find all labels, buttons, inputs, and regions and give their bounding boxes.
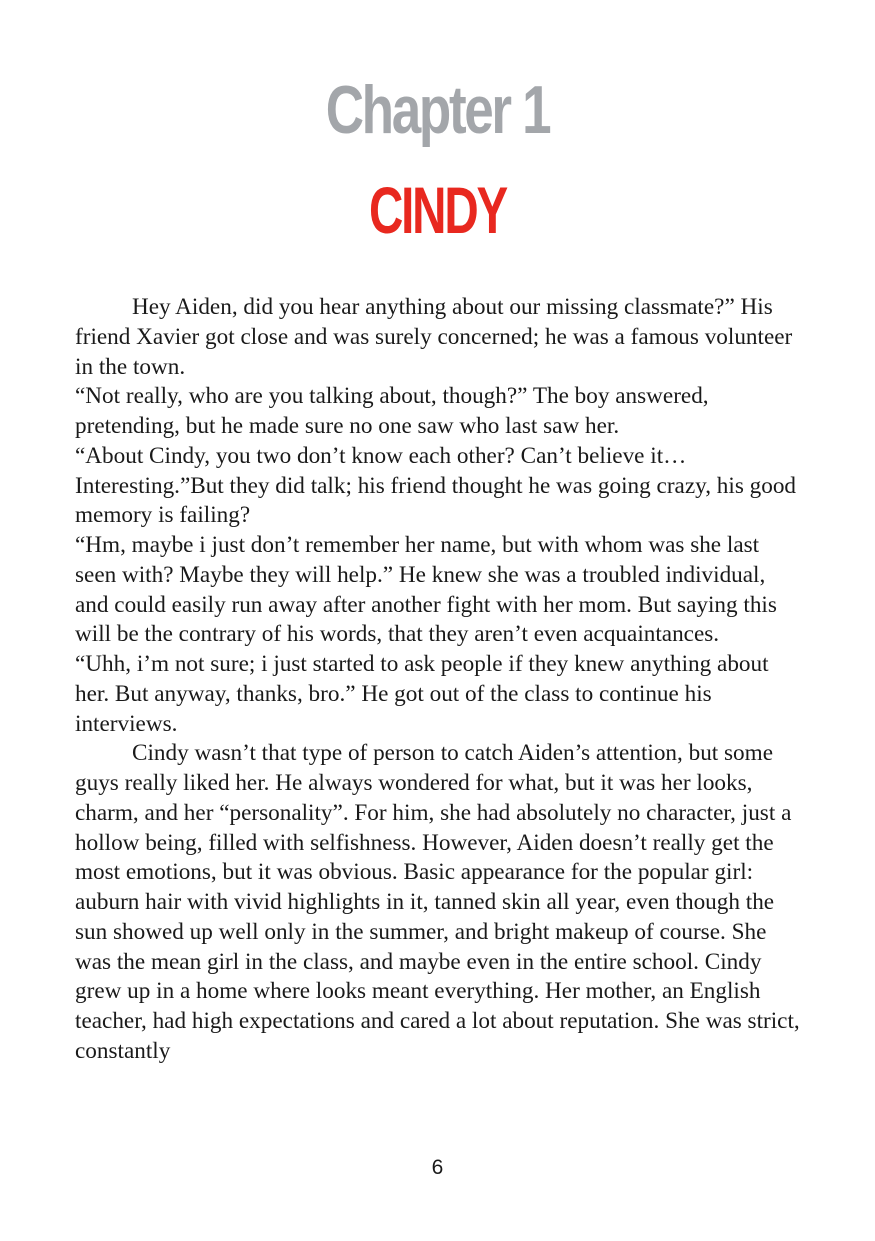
page-number: 6 [431,1156,444,1179]
paragraph: “Not really, who are you talking about, though?” The boy answered, pretending, but he made sure no one saw who last saw her. [75,383,709,439]
paragraph: “Hm, maybe i just don’t remember her name, but with whom was she last seen with? Maybe they will help.” He knew she was a troubled individual, and could easily run away after another fight with her mom. But saying this will be the contrary of his words, that they aren’t even acquaintances. [75,532,777,648]
paragraph: Hey Aiden, did you hear anything about our missing classmate?” His friend Xavier got close and was surely concerned; he was a famous volunteer in the town. [75,294,793,380]
paragraph: “About Cindy, you two don’t know each other? Can’t believe it… Interesting.”But they did talk; his friend thought he was going crazy, his good memory is failing? [75,442,797,529]
chapter-label: Chapter 1 [325,72,550,148]
paragraph: Cindy wasn’t that type of person to catch Aiden’s attention, but some guys really liked her. He always wondered for what, but it was her looks, charm, and her “personality”. For him, she had absolutely no character, just a hollow being, filled with selfishness. However, Aiden doesn’t really get the most emotions, but it was obvious. Basic appearance for the popular girl: auburn hair with vivid highlights in it, tanned skin all year, even though the sun showed up well only in the summer, and bright makeup of course. She was the mean girl in the class, and maybe even in the entire school. Cindy grew up in a home where looks meant everything. Her mother, an English teacher, had high expectations and cared a lot about reputation. She was strict, constantly [75,740,800,1064]
paragraph: “Uhh, i’m not sure; i just started to ask people if they knew anything about her. But anyway, thanks, bro.” He got out of the class to continue his interviews. [75,651,769,737]
chapter-body [75,293,803,1067]
chapter-title: CINDY [368,173,507,247]
